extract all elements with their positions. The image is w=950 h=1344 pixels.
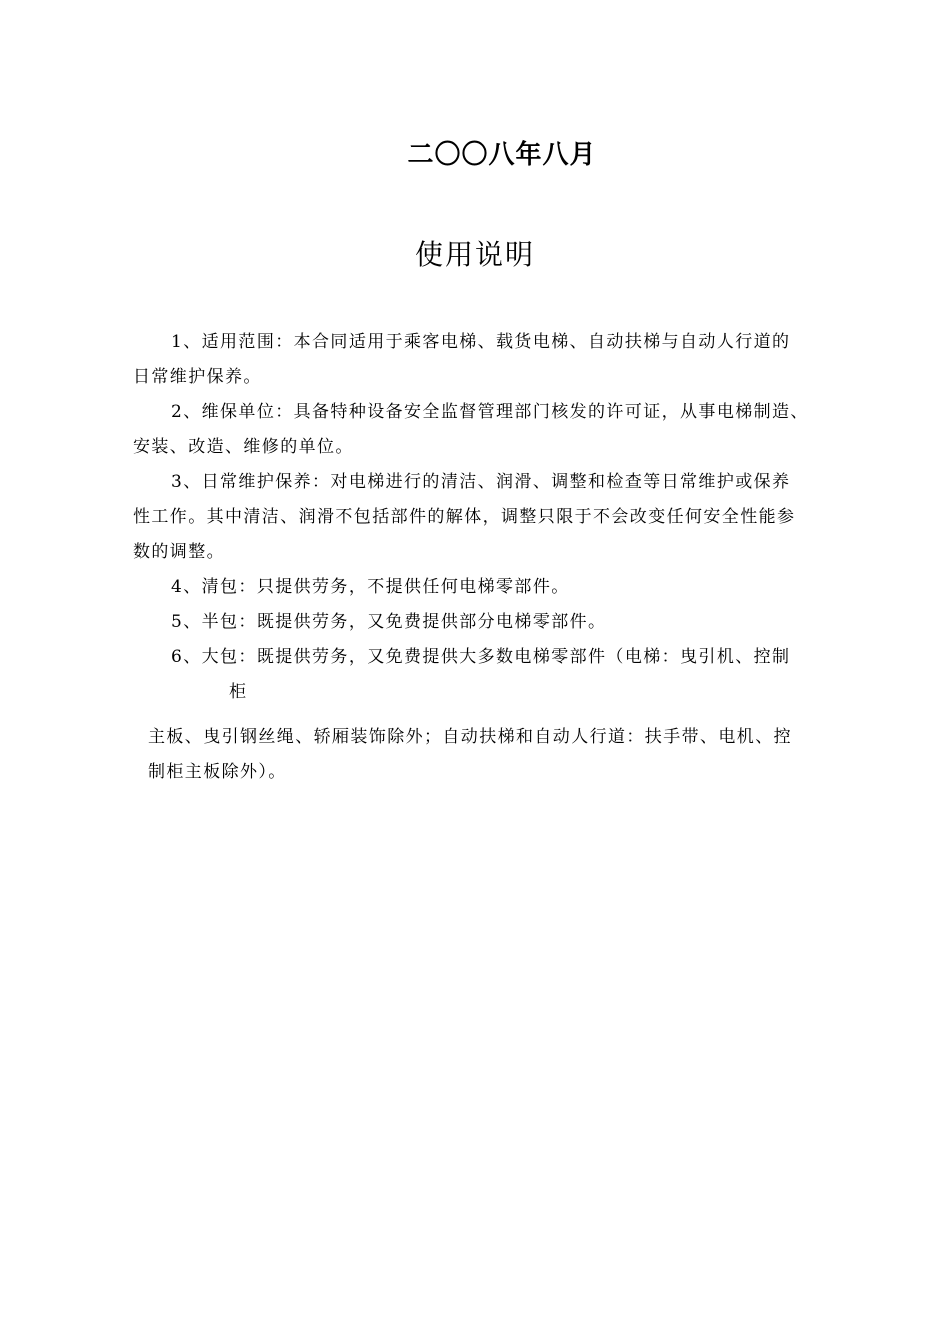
paragraph-line: 性工作。其中清洁、润滑不包括部件的解体，调整只限于不会改变任何安全性能参 [133, 507, 796, 527]
document-date: 二〇〇八年八月 [407, 140, 597, 170]
document-title: 使用说明 [414, 238, 535, 271]
paragraph-6 [133, 640, 833, 790]
paragraph-line: 制柜主板除外）。 [148, 762, 287, 782]
paragraph-line: 5、半包：既提供劳务，又免费提供部分电梯零部件。 [171, 612, 607, 632]
paragraph-line: 日常维护保养。 [133, 367, 262, 387]
paragraph-line: 主板、曳引钢丝绳、轿厢装饰除外；自动扶梯和自动人行道：扶手带、电机、控 [148, 727, 792, 747]
paragraph-line: 2、维保单位：具备特种设备安全监督管理部门核发的许可证，从事电梯制造、 [171, 402, 809, 422]
paragraph-2 [133, 395, 833, 465]
paragraph-line: 4、清包：只提供劳务，不提供任何电梯零部件。 [171, 577, 570, 597]
paragraph-line: 6、大包：既提供劳务，又免费提供大多数电梯零部件（电梯：曳引机、控制 [171, 647, 791, 667]
document-body [133, 325, 833, 790]
paragraph-4 [133, 570, 833, 605]
paragraph-5 [133, 605, 833, 640]
paragraph-line: 1、适用范围：本合同适用于乘客电梯、载货电梯、自动扶梯与自动人行道的 [171, 332, 791, 352]
paragraph-line: 数的调整。 [133, 542, 225, 562]
paragraph-line: 柜 [229, 682, 248, 702]
paragraph-3 [133, 465, 833, 570]
paragraph-line: 3、日常维护保养：对电梯进行的清洁、润滑、调整和检查等日常维护或保养 [171, 472, 791, 492]
paragraph-1 [133, 325, 833, 395]
paragraph-line: 安装、改造、维修的单位。 [133, 437, 354, 457]
